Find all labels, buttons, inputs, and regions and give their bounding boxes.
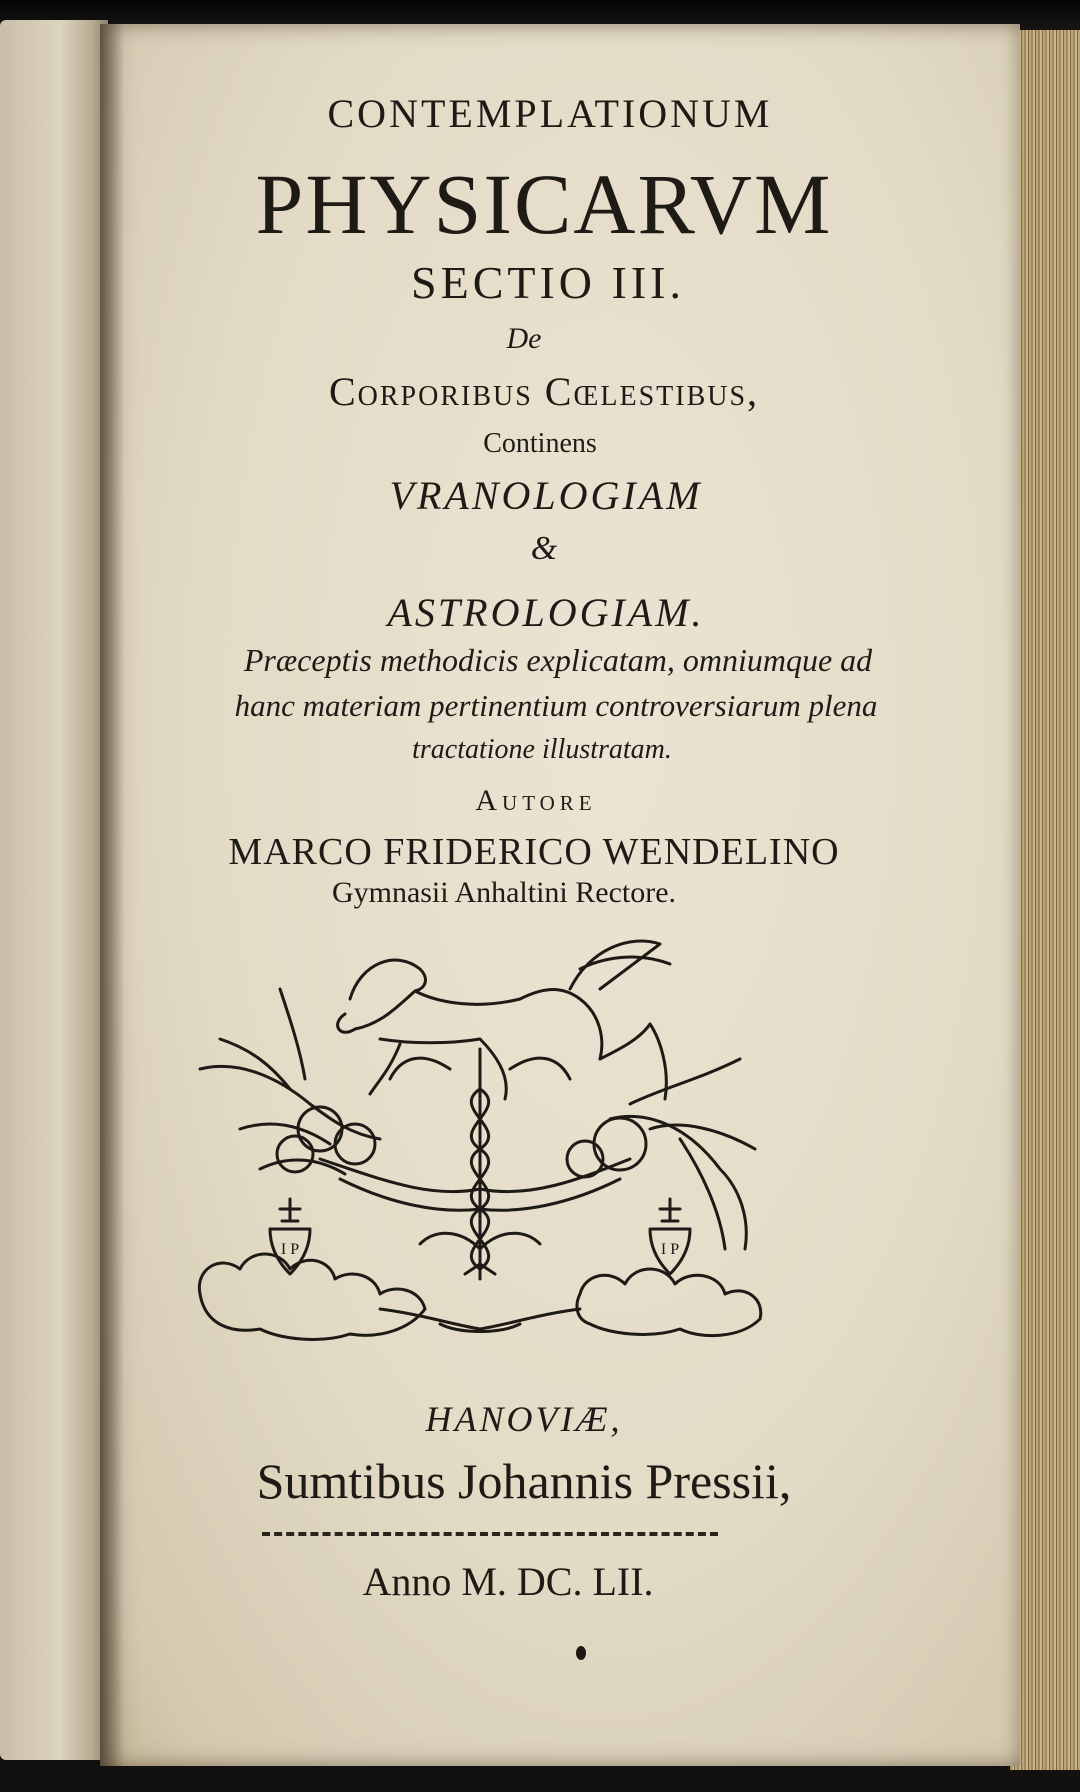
ink-dot bbox=[576, 1646, 586, 1660]
title-line-contemplationum: CONTEMPLATIONUM bbox=[327, 91, 773, 136]
imprint-rule bbox=[262, 1532, 718, 1536]
author-title: Gymnasii Anhaltini Rectore. bbox=[331, 876, 677, 909]
title-line-uranologiam: VRANOLOGIAM bbox=[389, 473, 703, 518]
title-page bbox=[100, 24, 1020, 1766]
title-line-continens: Continens bbox=[483, 428, 597, 459]
pegasus-icon bbox=[338, 941, 670, 1099]
title-line-sectio: SECTIO III. bbox=[411, 257, 685, 308]
autore-label: Autore bbox=[475, 784, 597, 817]
shield-right-icon bbox=[650, 1199, 690, 1274]
subtitle-line-1: Præceptis methodicis explicatam, omniumque ad bbox=[243, 642, 873, 678]
garland-left bbox=[200, 989, 380, 1174]
shield-right-letters: I P bbox=[660, 1241, 680, 1258]
title-line-astrologiam: ASTROLOGIAM. bbox=[387, 590, 705, 635]
author-name: MARCO FRIDERICO WENDELINO bbox=[228, 831, 840, 873]
title-line-de: De bbox=[506, 322, 542, 355]
shield-left-icon bbox=[270, 1199, 310, 1274]
imprint-publisher: Sumtibus Johannis Pressii, bbox=[256, 1453, 792, 1509]
imprint-year: Anno M. DC. LII. bbox=[362, 1559, 654, 1604]
title-line-physicarum: PHYSICARVM bbox=[255, 156, 833, 252]
title-line-corporibus: Corporibus Cœlestibus, bbox=[328, 369, 760, 414]
subtitle-line-2: hanc materiam pertinentium controversiarum plena bbox=[234, 688, 878, 723]
page-edges bbox=[1010, 30, 1080, 1770]
printer-mark-woodcut bbox=[180, 929, 780, 1359]
imprint-place: HANOVIÆ, bbox=[425, 1399, 623, 1439]
clasped-hands-icon bbox=[380, 1309, 580, 1332]
garland-right bbox=[610, 1059, 755, 1249]
caduceus-icon bbox=[390, 1049, 570, 1279]
title-line-ampersand: & bbox=[530, 530, 558, 567]
shield-left-letters: I P bbox=[280, 1241, 300, 1258]
subtitle-line-3: tractatione illustratam. bbox=[412, 734, 672, 765]
title-page-content bbox=[100, 24, 1020, 1766]
